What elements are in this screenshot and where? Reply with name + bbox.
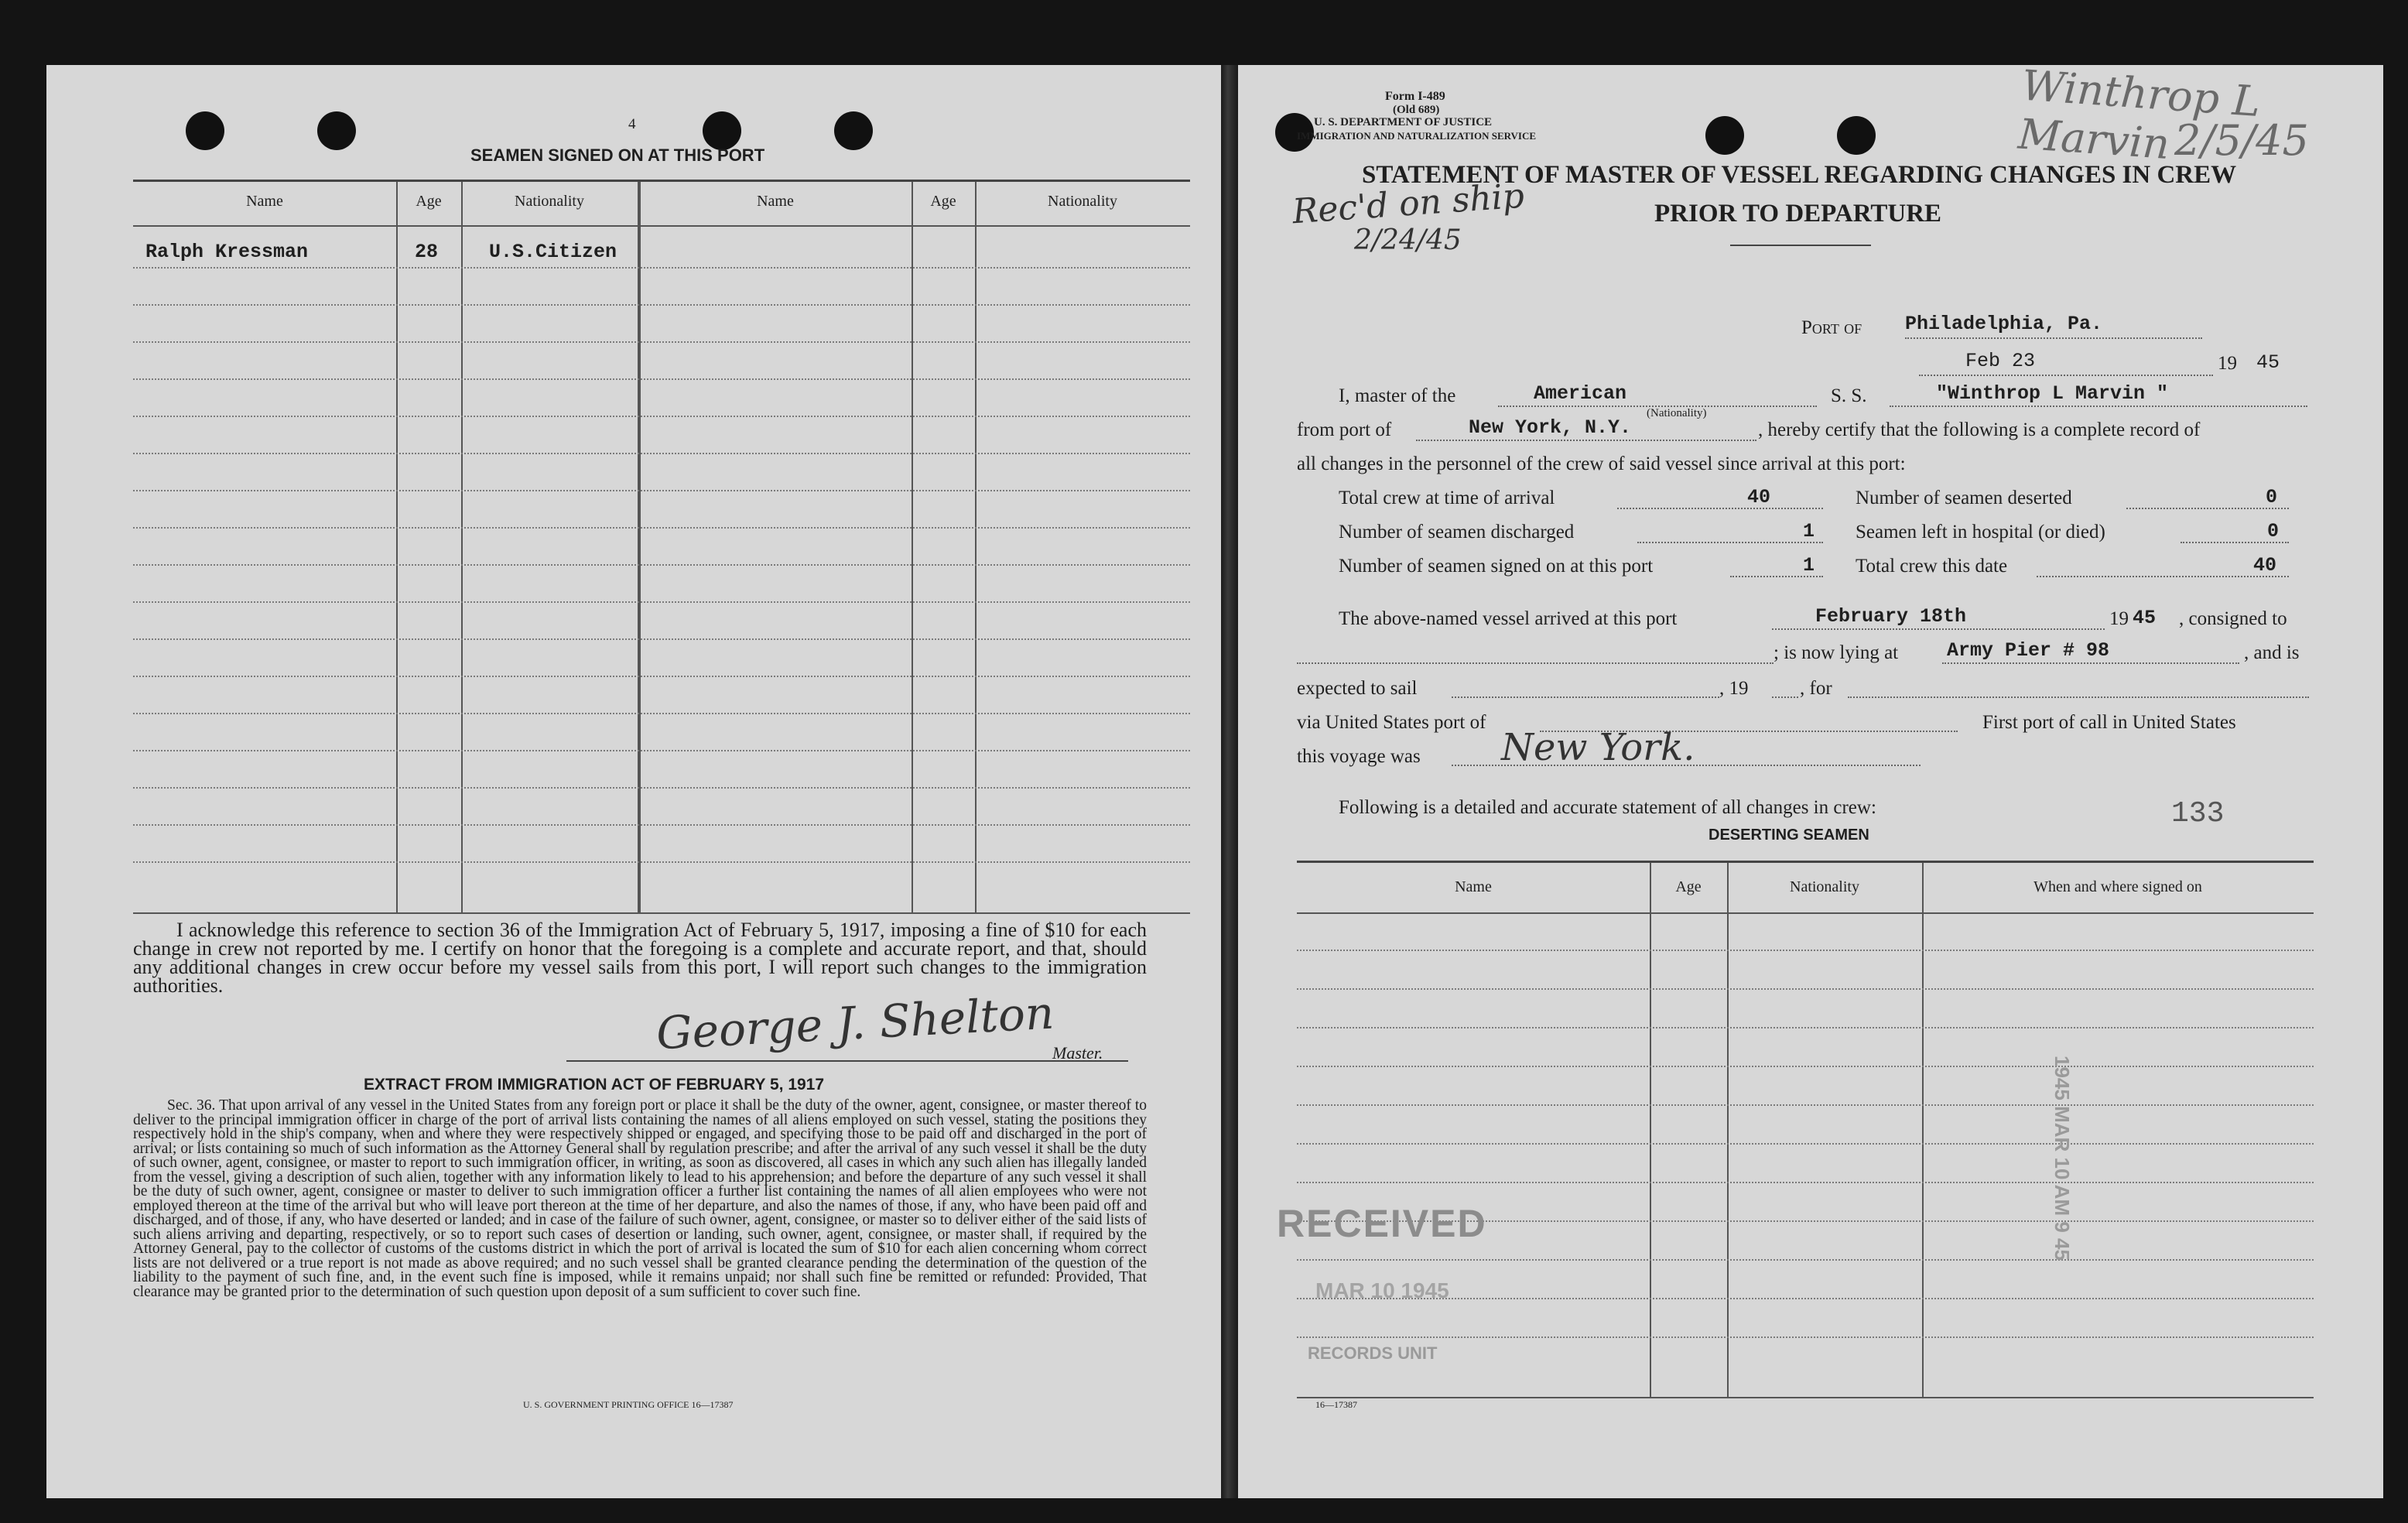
- arrived-field: [1772, 605, 2105, 630]
- nationality-value: American: [1534, 382, 1627, 405]
- col-header-age-2: Age: [930, 193, 956, 210]
- extract-block: [133, 1099, 1147, 1299]
- arrived-year-prefix: 19: [2109, 608, 2129, 629]
- date-field: [1919, 350, 2213, 376]
- lying-text: ; is now lying at: [1774, 642, 1899, 663]
- certify-text: , hereby certify that the following is a complete record of: [1758, 419, 2201, 440]
- year-value: 45: [2256, 351, 2280, 374]
- form-number: Form I-489: [1385, 90, 1445, 103]
- nationality-caption: (Nationality): [1647, 407, 1707, 419]
- date-value: Feb 23: [1965, 350, 2036, 372]
- page-number: 4: [628, 116, 636, 132]
- hospital-value: 0: [2267, 520, 2280, 542]
- hospital-field: [2181, 520, 2289, 543]
- discharged-field: [1637, 520, 1823, 543]
- date-stamp: 1945 MAR 10 AM 9 45: [2051, 1056, 2074, 1261]
- total-today-label: Total crew this date: [1856, 556, 2008, 577]
- certify-text-2: all changes in the personnel of the crew of said vessel since arrival at this port:: [1297, 453, 1906, 474]
- signed-on-field: [1730, 554, 1823, 577]
- received-stamp: RECEIVED: [1277, 1202, 1487, 1245]
- handwritten-date: 2/5/45: [2174, 116, 2309, 165]
- expected-year-field: [1772, 675, 1798, 698]
- col-header-name-2: Name: [757, 193, 794, 210]
- and-is-text: , and is: [2244, 642, 2300, 663]
- acknowledgement-block: [133, 921, 1147, 995]
- seamen-signed-on-table: [133, 180, 1190, 914]
- for-text: , for: [1800, 678, 1832, 699]
- deserted-value: 0: [2266, 486, 2278, 508]
- printer-line-left: U. S. GOVERNMENT PRINTING OFFICE 16—17387: [523, 1399, 734, 1410]
- extract-text: Sec. 36. That upon arrival of any vessel in the United States from any foreign port or place it shall be the duty of the owner, agent, consignee, or master thereof to deliver to the principal immigration officer in charge of the port of arrival lists containing the names of all aliens employed on such vessel, stating the positions they respectively hold in the ship's company, when and where they were respectively shipped or engaged, and specifying those to be paid off and discharged in the port of arrival; or lists containing so much of such information as the Attorney General shall by regulation prescribe; and after the arrival of any such vessel it shall be the duty of such owner, agent, consignee, or master to report to such immigration officer, in writing, as soon as discovered, all cases in which any such alien has illegally landed from the vessel, giving a description of such alien, together with any information likely to lead to his apprehension; and before the departure of any such vessel it shall be the duty of such owner, agent, consignee or master to deliver to such immigration officer a further list containing the names of all alien employees who were not employed thereon at the time of the arrival but who will leave port thereon at the time of her departure, and also the names of those, if any, who have been paid off and discharged, and of those, if any, who have deserted or landed; and in case of the failure of such owner, agent, consignee, or master so to deliver either of the said lists of such aliens arriving and departing, respectively, or so to report such cases of desertion or landing, such owner, agent, consignee, or master shall, if required by the Attorney General, pay to the collector of customs of the customs district in which the port of arrival is located the sum of $10 for each alien concerning whom correct lists are not delivered or a true report is not made as above required; and no such vessel shall be granted clearance pending the determination of the question of the liability to the payment of such fine, and, in the event such fine is imposed, while it remains unpaid; nor shall such fine be remitted or refunded: Provided, That clearance may be granted prior to the determination of such question upon deposit of a sum sufficient to cover such fine.: [133, 1097, 1147, 1300]
- year-prefix: 19: [2218, 353, 2237, 374]
- lying-field: [1942, 639, 2239, 664]
- punch-hole: [1837, 116, 1876, 155]
- lying-value: Army Pier # 98: [1947, 639, 2110, 662]
- from-port-field: [1416, 416, 1756, 441]
- arrived-text: The above-named vessel arrived at this port: [1339, 608, 1678, 629]
- total-crew-arrival-field: [1617, 486, 1823, 509]
- from-port-value: New York, N.Y.: [1469, 416, 1632, 439]
- table-row-age: 28: [415, 241, 439, 263]
- voyage-text: this voyage was: [1297, 746, 1421, 767]
- table-row-name: Ralph Kressman: [145, 241, 309, 263]
- via-text: via United States port of: [1297, 712, 1486, 733]
- title-underline: [1730, 245, 1871, 246]
- page-fold: [1221, 65, 1238, 1498]
- discharged-value: 1: [1803, 520, 1815, 542]
- port-value: Philadelphia, Pa.: [1905, 313, 2103, 335]
- signature-line: [566, 1060, 1128, 1062]
- handwritten-received-note: Rec'd on ship: [1291, 176, 1526, 232]
- handwritten-vessel-name: Winthrop L Marvin: [2016, 60, 2263, 169]
- expected-year: , 19: [1719, 678, 1749, 699]
- form-title-line2: PRIOR TO DEPARTURE: [1654, 200, 1942, 228]
- total-crew-arrival-value: 40: [1747, 486, 1771, 508]
- consigned-text: , consigned to: [2179, 608, 2287, 629]
- stamp-number: 133: [2171, 797, 2225, 830]
- deserted-label: Number of seamen deserted: [1856, 488, 2072, 508]
- total-crew-arrival-label: Total crew at time of arrival: [1339, 488, 1555, 508]
- col-header-age: Age: [416, 193, 442, 210]
- master-text: I, master of the: [1339, 385, 1456, 406]
- vessel-name-field: [1890, 382, 2307, 407]
- from-port-label: from port of: [1297, 419, 1392, 440]
- punch-hole: [186, 111, 224, 150]
- arrived-year: 45: [2133, 607, 2157, 629]
- service: IMMIGRATION AND NATURALIZATION SERVICE: [1297, 130, 1537, 142]
- col-header-nationality: Nationality: [515, 193, 584, 210]
- signed-on-label: Number of seamen signed on at this port: [1339, 556, 1654, 577]
- col-header-desert-nationality: Nationality: [1790, 878, 1859, 895]
- section-title: SEAMEN SIGNED ON AT THIS PORT: [470, 145, 765, 165]
- acknowledgement-text: I acknowledge this reference to section 36 of the Immigration Act of February 5, 1917, imposing a fine of $10 for each change in crew not reported by me. I certify on honor that the foregoing is a complete and accurate report, and that, should any additional changes in crew occur before my vessel sails from this port, I will report such changes to the immigration authorities.: [133, 919, 1147, 997]
- vessel-name-value: "Winthrop L Marvin ": [1936, 382, 2169, 405]
- received-date-stamp: MAR 10 1945: [1315, 1278, 1449, 1302]
- first-port-text: First port of call in United States: [1982, 712, 2236, 733]
- punch-hole: [317, 111, 356, 150]
- arrived-value: February 18th: [1815, 605, 1967, 628]
- deserting-seamen-table: [1297, 861, 2314, 1398]
- deserting-title: DESERTING SEAMEN: [1709, 827, 1869, 844]
- port-field: [1905, 313, 2202, 339]
- master-signature: George J. Shelton: [655, 986, 1055, 1060]
- discharged-label: Number of seamen discharged: [1339, 522, 1575, 542]
- punch-hole: [834, 111, 873, 150]
- punch-hole: [703, 111, 741, 150]
- consignee-field: [1297, 641, 1774, 664]
- department: U. S. DEPARTMENT OF JUSTICE: [1314, 116, 1493, 128]
- ss-label: S. S.: [1831, 385, 1867, 406]
- destination-field: [1848, 675, 2309, 698]
- total-today-value: 40: [2253, 554, 2277, 577]
- punch-hole: [1705, 116, 1744, 155]
- form-title-line1: STATEMENT OF MASTER OF VESSEL REGARDING CHANGES IN CREW: [1362, 161, 2237, 189]
- col-header-desert-signed-on: When and where signed on: [2033, 878, 2202, 895]
- expected-date-field: [1452, 675, 1719, 698]
- col-header-desert-age: Age: [1675, 878, 1702, 895]
- total-today-field: [2037, 554, 2289, 577]
- records-unit-stamp: RECORDS UNIT: [1308, 1343, 1438, 1363]
- form-old-number: (Old 689): [1393, 104, 1440, 116]
- voyage-value: New York.: [1501, 726, 1695, 769]
- nationality-field: [1498, 382, 1817, 407]
- deserted-field: [2126, 486, 2289, 509]
- port-label: Port of: [1801, 317, 1862, 338]
- following-text: Following is a detailed and accurate statement of all changes in crew:: [1339, 797, 1876, 818]
- signature-role: Master.: [1052, 1043, 1103, 1063]
- printer-line-right: 16—17387: [1315, 1399, 1357, 1410]
- hospital-label: Seamen left in hospital (or died): [1856, 522, 2105, 542]
- table-row-nationality: U.S.Citizen: [489, 241, 617, 263]
- expected-text: expected to sail: [1297, 678, 1418, 699]
- col-header-name: Name: [246, 193, 283, 210]
- col-header-desert-name: Name: [1455, 878, 1492, 895]
- signed-on-value: 1: [1803, 554, 1815, 577]
- extract-title: EXTRACT FROM IMMIGRATION ACT OF FEBRUARY 5, 1917: [364, 1076, 825, 1093]
- col-header-nationality-2: Nationality: [1048, 193, 1117, 210]
- handwritten-received-date: 2/24/45: [1354, 224, 1462, 256]
